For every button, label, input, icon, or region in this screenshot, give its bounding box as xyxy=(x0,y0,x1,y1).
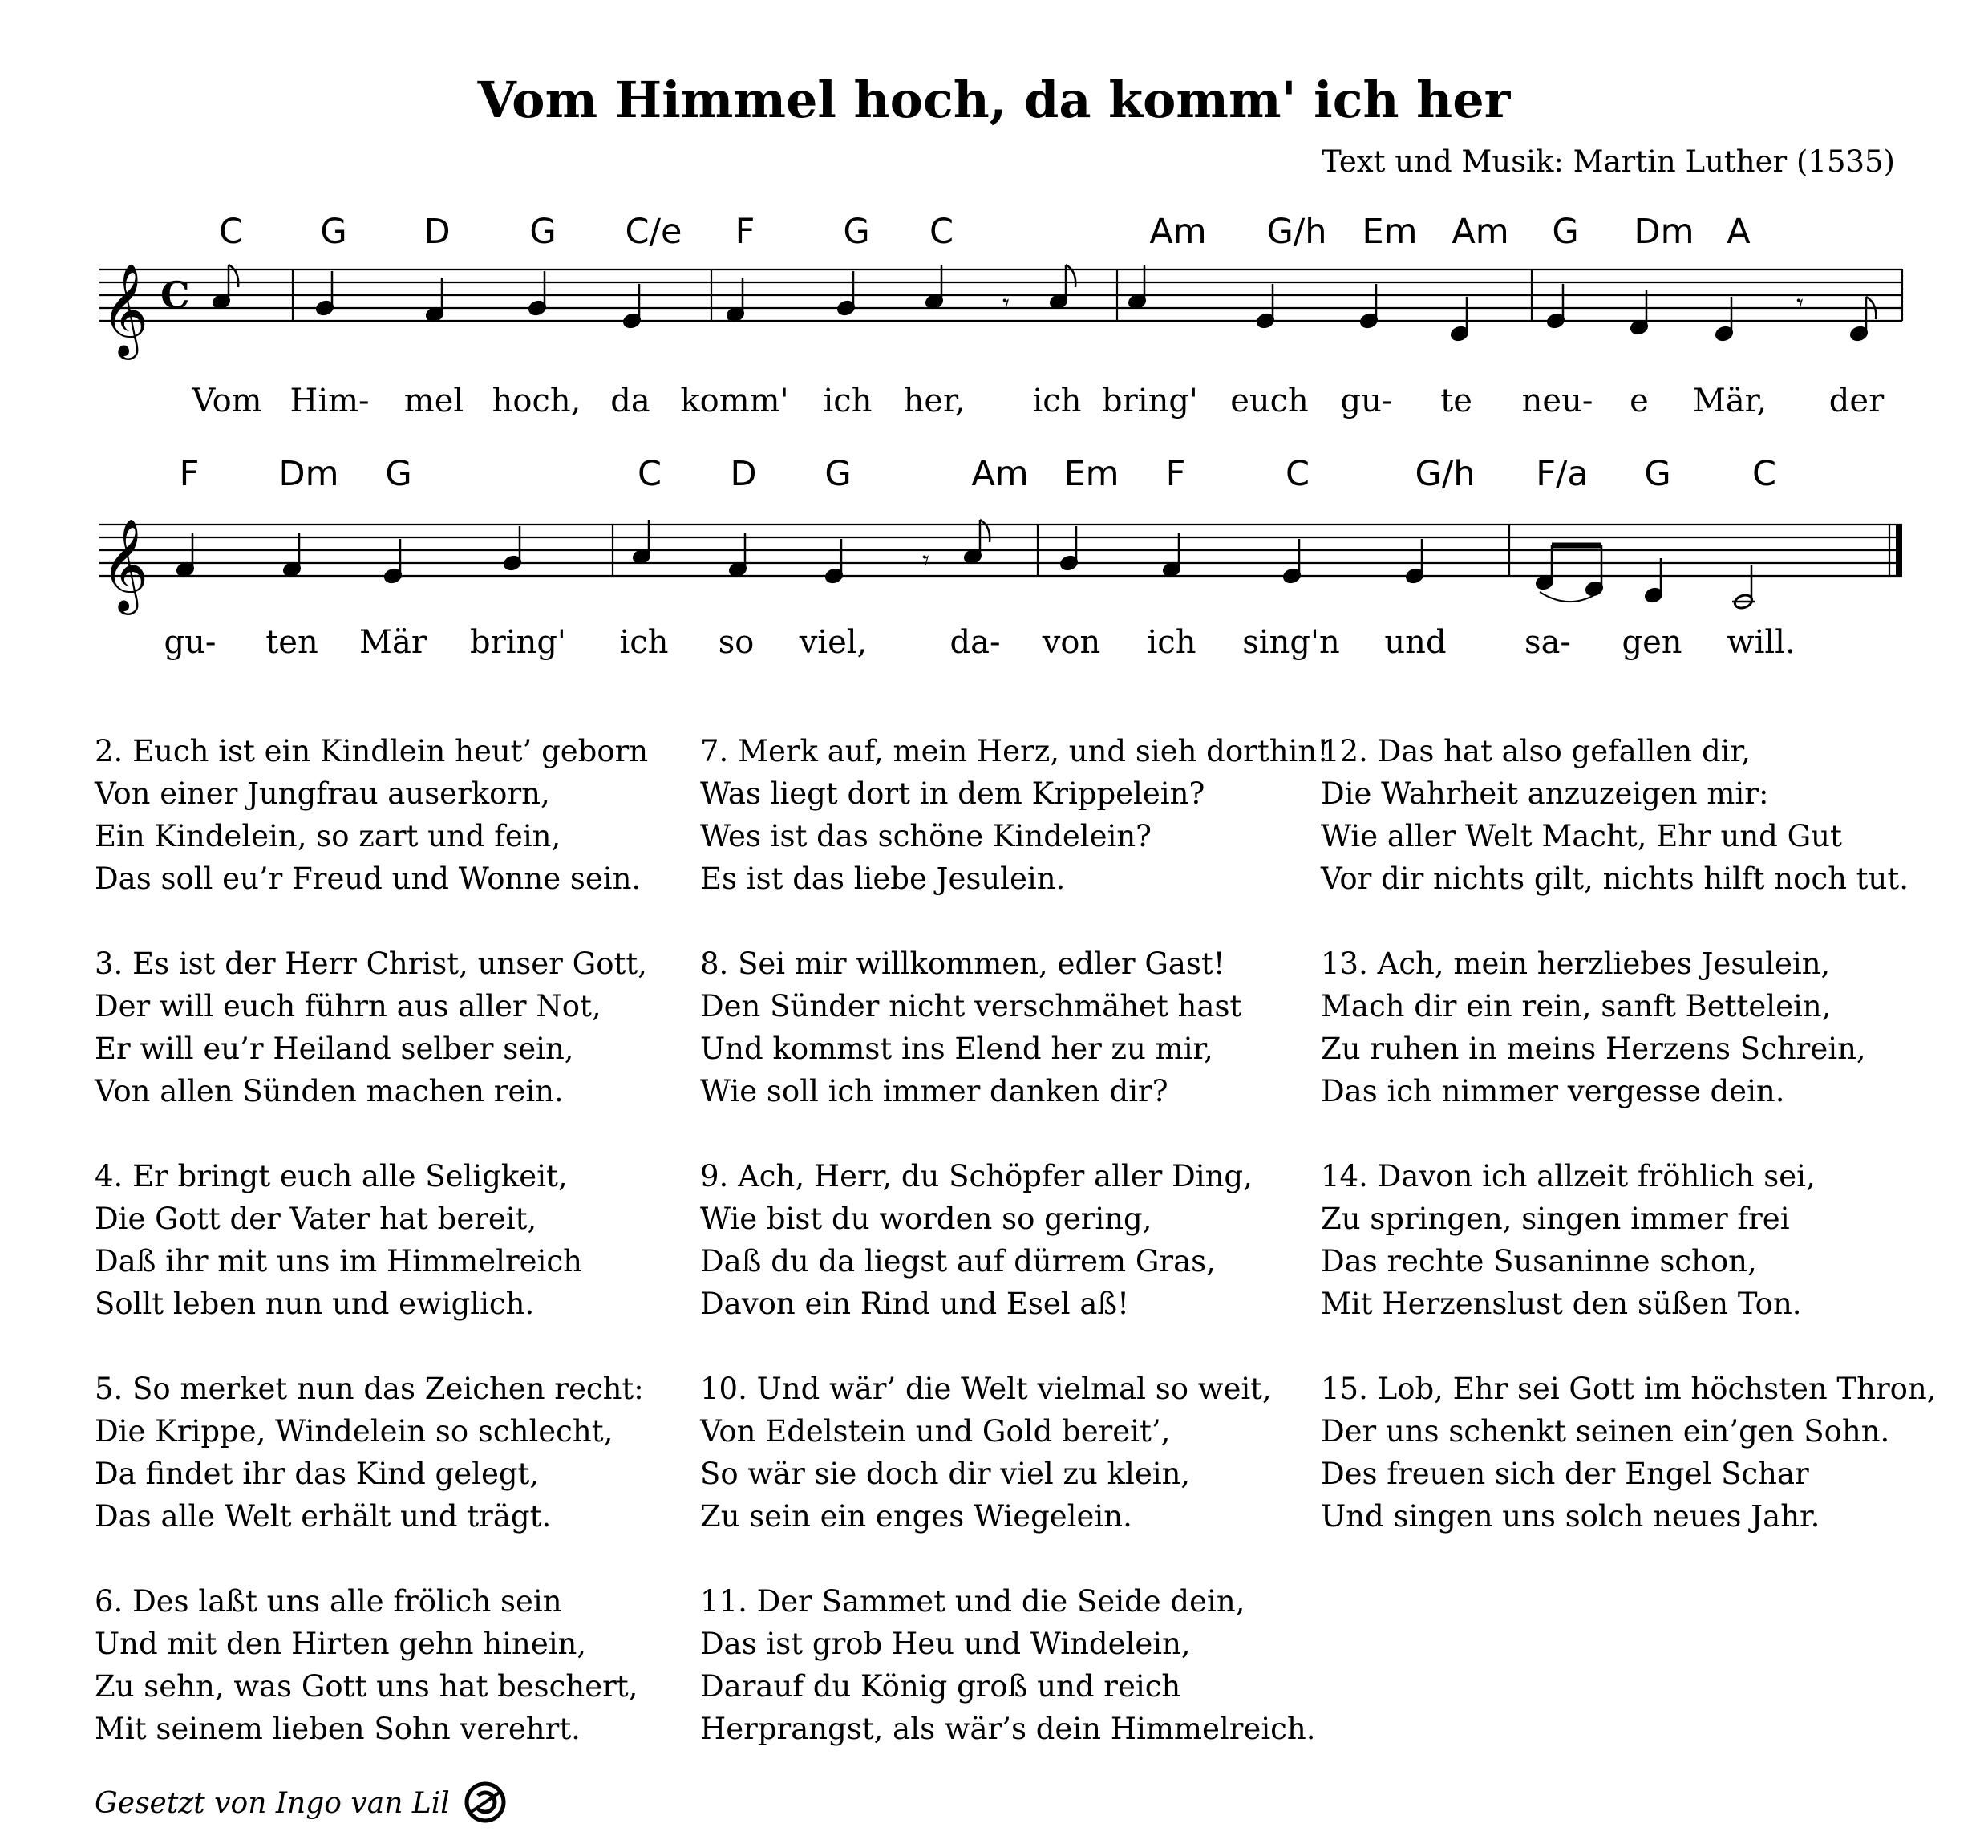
composer-credit: Text und Musik: Martin Luther (1535) xyxy=(1322,144,1895,179)
verse-line: Zu ruhen in meins Herzens Schrein, xyxy=(1321,1031,1866,1066)
verse-stanza xyxy=(1321,730,1937,900)
verse-line: 14. Davon ich allzeit fröhlich sei, xyxy=(1321,1159,1816,1194)
chord: Am xyxy=(1452,212,1509,252)
verse-line: Die Gott der Vater hat bereit, xyxy=(95,1202,537,1236)
verse-line: 10. Und wär’ die Welt vielmal so weit, xyxy=(700,1372,1272,1406)
lyric-syllable: bring' xyxy=(470,624,566,661)
lyric-syllable: Mär, xyxy=(1692,383,1767,419)
lyric-syllable: Mär xyxy=(359,624,427,661)
verse-line: Davon ein Rind und Esel aß! xyxy=(700,1287,1130,1321)
verse-line: 4. Er bringt euch alle Seligkeit, xyxy=(95,1159,568,1194)
typesetter-credit: Gesetzt von Ingo van Lil xyxy=(95,1787,450,1820)
chord: C/e xyxy=(625,212,682,252)
verse-stanza xyxy=(95,1155,648,1325)
lyric-syllable: ich xyxy=(823,383,873,419)
lyric-syllable: bring' xyxy=(1102,383,1198,419)
common-time-icon: C xyxy=(160,274,190,317)
svg-text:𝄾: 𝄾 xyxy=(922,545,930,577)
lyric-syllable: sa- xyxy=(1524,624,1571,661)
verse-line: Er will eu’r Heiland selber sein, xyxy=(95,1031,574,1066)
verse-line: Den Sünder nicht verschmähet hast xyxy=(700,989,1242,1023)
verse-line: Und singen uns solch neues Jahr. xyxy=(1321,1499,1820,1534)
lyric-syllable: ten xyxy=(265,624,318,661)
chord: D xyxy=(423,212,451,252)
verse-stanza xyxy=(700,1368,1329,1538)
lyric-syllable: te xyxy=(1440,383,1472,419)
verse-line: Und mit den Hirten gehn hinein, xyxy=(95,1627,587,1661)
lyric-syllable: e xyxy=(1630,383,1649,419)
lyric-syllable: da- xyxy=(949,624,1001,661)
verse-line: Wie bist du worden so gering, xyxy=(700,1202,1152,1236)
verse-line: Wie aller Welt Macht, Ehr und Gut xyxy=(1321,819,1842,853)
verse-line: Mit Herzenslust den süßen Ton. xyxy=(1321,1287,1802,1321)
verse-line: Darauf du König groß und reich xyxy=(700,1669,1181,1704)
lyric-syllable: und xyxy=(1384,624,1447,661)
lyric-syllable: viel, xyxy=(799,624,868,661)
verse-line: Es ist das liebe Jesulein. xyxy=(700,861,1066,896)
verse-line: 8. Sei mir willkommen, edler Gast! xyxy=(700,946,1225,981)
verse-line: 9. Ach, Herr, du Schöpfer aller Ding, xyxy=(700,1159,1253,1194)
chord: C xyxy=(1285,454,1310,494)
verse-stanza xyxy=(95,1580,648,1750)
verse-line: Ein Kindelein, so zart und fein, xyxy=(95,819,561,853)
verse-line: Zu springen, singen immer frei xyxy=(1321,1202,1790,1236)
verse-stanza xyxy=(95,942,648,1112)
lyric-syllable: ich xyxy=(619,624,669,661)
chord: Dm xyxy=(1634,212,1694,252)
chord: F xyxy=(179,454,200,494)
verse-line: Das soll eu’r Freud und Wonne sein. xyxy=(95,861,642,896)
verse-line: 7. Merk auf, mein Herz, und sieh dorthin! xyxy=(700,734,1330,768)
verse-line: Herprangst, als wär’s dein Himmelreich. xyxy=(700,1712,1316,1746)
lyric-syllable: so xyxy=(718,624,755,661)
chord: C xyxy=(1751,454,1777,494)
verse-line: 13. Ach, mein herzliebes Jesulein, xyxy=(1321,946,1831,981)
verse-line: So wär sie doch dir viel zu klein, xyxy=(700,1457,1191,1491)
chord: A xyxy=(1727,212,1751,252)
verse-stanza xyxy=(700,730,1329,900)
chord: G xyxy=(1552,212,1579,252)
chord: C xyxy=(929,212,954,252)
lyric-syllable: ich xyxy=(1147,624,1196,661)
verse-line: Von Edelstein und Gold bereit’, xyxy=(700,1414,1171,1449)
lyric-syllable: sing'n xyxy=(1242,624,1340,661)
lyric-syllable: mel xyxy=(403,383,464,419)
treble-clef-icon: 𝄞 xyxy=(101,517,149,611)
chord: G xyxy=(385,454,412,494)
lyric-syllable: gen xyxy=(1622,624,1682,661)
chord: G xyxy=(824,454,852,494)
verse-line: 15. Lob, Ehr sei Gott im höchsten Thron, xyxy=(1321,1372,1937,1406)
chord: G xyxy=(843,212,870,252)
verse-line: Die Krippe, Windelein so schlecht, xyxy=(95,1414,613,1449)
chord: G xyxy=(320,212,347,252)
chord: F/a xyxy=(1536,454,1589,494)
verse-line: Daß ihr mit uns im Himmelreich xyxy=(95,1244,582,1279)
verse-line: Mach dir ein rein, sanft Bettelein, xyxy=(1321,989,1832,1023)
verse-line: Von allen Sünden machen rein. xyxy=(95,1074,564,1108)
verse-line: Vor dir nichts gilt, nichts hilft noch tut. xyxy=(1321,861,1909,896)
chord: G/h xyxy=(1415,454,1476,494)
verse-stanza xyxy=(1321,942,1937,1112)
chord: C xyxy=(218,212,244,252)
svg-text:𝄾: 𝄾 xyxy=(1002,288,1010,320)
lyric-syllable: her, xyxy=(903,383,966,419)
verse-column-1 xyxy=(95,730,648,1793)
svg-text:𝄾: 𝄾 xyxy=(1796,288,1804,320)
lyric-syllable: gu- xyxy=(164,624,217,661)
verse-line: Wie soll ich immer danken dir? xyxy=(700,1074,1168,1108)
verse-line: 11. Der Sammet und die Seide dein, xyxy=(700,1584,1245,1619)
copyleft-icon xyxy=(464,1781,507,1824)
lyric-syllable: komm' xyxy=(680,383,789,419)
verse-stanza xyxy=(95,1368,648,1538)
verse-line: Daß du da liegst auf dürrem Gras, xyxy=(700,1244,1216,1279)
lyric-syllable: Him- xyxy=(289,383,370,419)
verse-line: Die Wahrheit anzuzeigen mir: xyxy=(1321,776,1769,811)
verse-line: Das alle Welt erhält und trägt. xyxy=(95,1499,552,1534)
page-title: Vom Himmel hoch, da komm' ich her xyxy=(477,71,1511,129)
verse-stanza xyxy=(700,1155,1329,1325)
lyric-syllable: gu- xyxy=(1340,383,1393,419)
lyric-syllable: Vom xyxy=(192,383,262,419)
verse-line: Und kommst ins Elend her zu mir, xyxy=(700,1031,1213,1066)
verse-line: Das ist grob Heu und Windelein, xyxy=(700,1627,1191,1661)
verse-line: Das rechte Susaninne schon, xyxy=(1321,1244,1757,1279)
lyric-syllable: will. xyxy=(1727,624,1796,661)
chord: Am xyxy=(971,454,1029,494)
chord: D xyxy=(730,454,757,494)
verse-line: 3. Es ist der Herr Christ, unser Gott, xyxy=(95,946,647,981)
verse-line: Des freuen sich der Engel Schar xyxy=(1321,1457,1809,1491)
verse-line: Da findet ihr das Kind gelegt, xyxy=(95,1457,540,1491)
verse-line: Der uns schenkt seinen ein’gen Sohn. xyxy=(1321,1414,1890,1449)
chord: F xyxy=(1165,454,1186,494)
verse-stanza xyxy=(1321,1155,1937,1325)
lyric-syllable: der xyxy=(1828,383,1885,419)
chord: Am xyxy=(1149,212,1207,252)
verse-line: 12. Das hat also gefallen dir, xyxy=(1321,734,1751,768)
chord: F xyxy=(735,212,755,252)
verse-line: Was liegt dort in dem Krippelein? xyxy=(700,776,1205,811)
verse-line: Sollt leben nun und ewiglich. xyxy=(95,1287,535,1321)
lyric-syllable: neu- xyxy=(1521,383,1593,419)
chord: G/h xyxy=(1266,212,1327,252)
verse-stanza xyxy=(700,942,1329,1112)
verse-line: 5. So merket nun das Zeichen recht: xyxy=(95,1372,644,1406)
chord: C xyxy=(637,454,662,494)
verse-column-3 xyxy=(1321,730,1937,1580)
verse-line: 2. Euch ist ein Kindlein heut’ geborn xyxy=(95,734,649,768)
chord: Em xyxy=(1063,454,1120,494)
chord: Dm xyxy=(278,454,339,494)
verse-line: Mit seinem lieben Sohn verehrt. xyxy=(95,1712,581,1746)
treble-clef-icon: 𝄞 xyxy=(101,262,149,356)
verse-line: Zu sein ein enges Wiegelein. xyxy=(700,1499,1132,1534)
verse-stanza xyxy=(700,1580,1329,1750)
verse-line: Der will euch führn aus aller Not, xyxy=(95,989,601,1023)
verse-line: Wes ist das schöne Kindelein? xyxy=(700,819,1152,853)
lyric-syllable: ich xyxy=(1032,383,1082,419)
lyric-syllable: von xyxy=(1042,624,1101,661)
verse-stanza xyxy=(1321,1368,1937,1538)
chord: G xyxy=(1644,454,1671,494)
verse-line: Das ich nimmer vergesse dein. xyxy=(1321,1074,1785,1108)
verse-line: 6. Des laßt uns alle frölich sein xyxy=(95,1584,562,1619)
lyric-syllable: da xyxy=(610,383,650,419)
chord: G xyxy=(529,212,557,252)
lyric-syllable: hoch, xyxy=(492,383,581,419)
chord: Em xyxy=(1362,212,1418,252)
verse-stanza xyxy=(95,730,648,900)
verse-line: Von einer Jungfrau auserkorn, xyxy=(95,776,550,811)
lyric-syllable: euch xyxy=(1230,383,1309,419)
verse-line: Zu sehn, was Gott uns hat beschert, xyxy=(95,1669,638,1704)
verse-column-2 xyxy=(700,730,1329,1793)
